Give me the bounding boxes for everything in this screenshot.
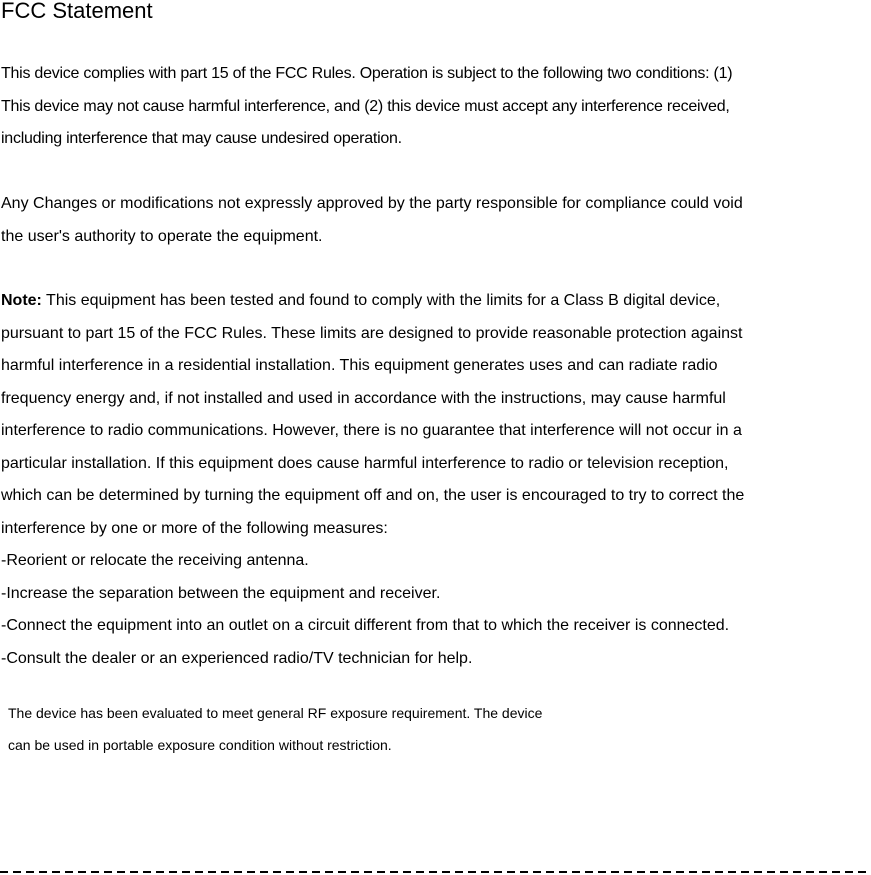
measure-item: -Increase the separation between the equipment and receiver. — [1, 584, 441, 602]
note-text: This equipment has been tested and found to comply with the limits for a Class B digital device, — [41, 292, 721, 309]
rf-exposure-statement — [8, 697, 542, 761]
note-line: interference to radio communications. However, there is no guarantee that interference will not occur in a — [1, 422, 742, 439]
compliance-line: This device may not cause harmful interference, and (2) this device must accept any interference received, — [1, 97, 730, 115]
dashed-cut-line — [0, 871, 871, 873]
note-line: interference by one or more of the following measures: — [1, 519, 388, 537]
note-label: Note: — [1, 292, 42, 309]
note-line: frequency energy and, if not installed and used in accordance with the instructions, may cause harmful — [1, 389, 726, 407]
compliance-line: including interference that may cause undesired operation. — [1, 130, 402, 147]
rf-exposure-line: The device has been evaluated to meet general RF exposure requirement. The device — [8, 705, 543, 721]
measure-item: -Consult the dealer or an experienced radio/TV technician for help. — [1, 649, 473, 667]
note-line: pursuant to part 15 of the FCC Rules. These limits are designed to provide reasonable protection against — [1, 324, 743, 342]
changes-paragraph — [1, 188, 743, 253]
note-line: which can be determined by turning the equipment off and on, the user is encouraged to try to correct the — [1, 487, 745, 504]
note-first-line — [1, 285, 744, 318]
note-paragraph — [1, 285, 744, 675]
changes-line: Any Changes or modifications not expressly approved by the party responsible for compliance could void — [1, 195, 743, 212]
measure-item: -Reorient or relocate the receiving antenna. — [1, 552, 309, 569]
compliance-line: This device complies with part 15 of the FCC Rules. Operation is subject to the following two conditions: (1) — [1, 65, 733, 82]
changes-line: the user's authority to operate the equipment. — [1, 227, 323, 245]
compliance-paragraph — [1, 58, 732, 156]
note-line: harmful interference in a residential installation. This equipment generates uses and can radiate radio — [1, 357, 718, 374]
rf-exposure-line: can be used in portable exposure condition without restriction. — [8, 737, 392, 753]
measure-item: -Connect the equipment into an outlet on a circuit different from that to which the receiver is connected. — [1, 617, 730, 634]
note-line: particular installation. If this equipment does cause harmful interference to radio or television reception, — [1, 454, 729, 472]
page-title: FCC Statement — [1, 0, 153, 23]
